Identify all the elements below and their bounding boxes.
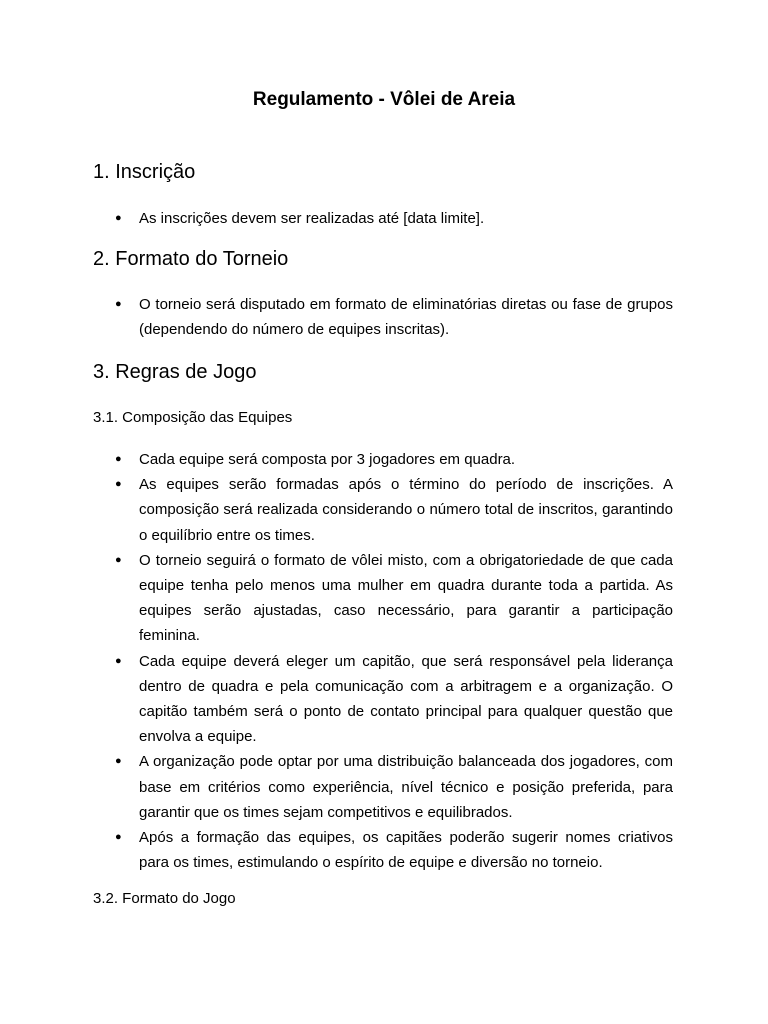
bullet-icon: ● xyxy=(115,553,122,566)
bullet-icon: ● xyxy=(115,654,122,667)
section-heading-inscricao: 1. Inscrição xyxy=(93,161,196,183)
bullet-icon: ● xyxy=(115,298,122,310)
list-item: ● As inscrições devem ser realizadas até [data limite]. xyxy=(93,206,673,231)
section-list-inscricao xyxy=(93,206,673,231)
bullet-icon: ● xyxy=(115,755,122,768)
bullet-icon: ● xyxy=(115,831,122,844)
list-item: ● As equipes serão formadas após o término do período de inscrições. A composição será realizada considerando o número total de inscritos, garantindo o equilíbrio entre os times. xyxy=(93,472,673,548)
section-list-formato-torneio xyxy=(93,292,673,342)
bullet-icon: ● xyxy=(115,478,122,491)
bullet-icon: ● xyxy=(115,212,122,224)
list-item: ● A organização pode optar por uma distribuição balanceada dos jogadores, com base em critérios como experiência, nível técnico e posição preferida, para garantir que os times sejam competitivos e equilibrados. xyxy=(93,749,673,825)
list-item: ● Cada equipe será composta por 3 jogadores em quadra. xyxy=(93,447,673,472)
document-title: Regulamento - Vôlei de Areia xyxy=(252,89,516,110)
list-item: ● Após a formação das equipes, os capitães poderão sugerir nomes criativos para os times, estimulando o espírito de equipe e diversão no torneio. xyxy=(93,825,673,875)
subsection-heading-composicao: 3.1. Composição das Equipes xyxy=(93,409,293,426)
section-heading-regras-jogo: 3. Regras de Jogo xyxy=(93,361,257,383)
subsection-list-composicao xyxy=(93,447,673,875)
section-heading-formato-torneio: 2. Formato do Torneio xyxy=(93,248,289,270)
list-item: ● O torneio será disputado em formato de eliminatórias diretas ou fase de grupos (dependendo do número de equipes inscritas). xyxy=(93,292,673,342)
bullet-icon: ● xyxy=(115,453,122,465)
list-item: ● O torneio seguirá o formato de vôlei misto, com a obrigatoriedade de que cada equipe tenha pelo menos uma mulher em quadra durante toda a partida. As equipes serão ajustadas, caso necessário, para garantir a participação feminina. xyxy=(93,548,673,649)
list-item: ● Cada equipe deverá eleger um capitão, que será responsável pela liderança dentro de quadra e pela comunicação com a arbitragem e a organização. O capitão também será o ponto de contato principal para qualquer questão que envolva a equipe. xyxy=(93,649,673,750)
subsection-heading-formato-jogo: 3.2. Formato do Jogo xyxy=(93,890,236,907)
